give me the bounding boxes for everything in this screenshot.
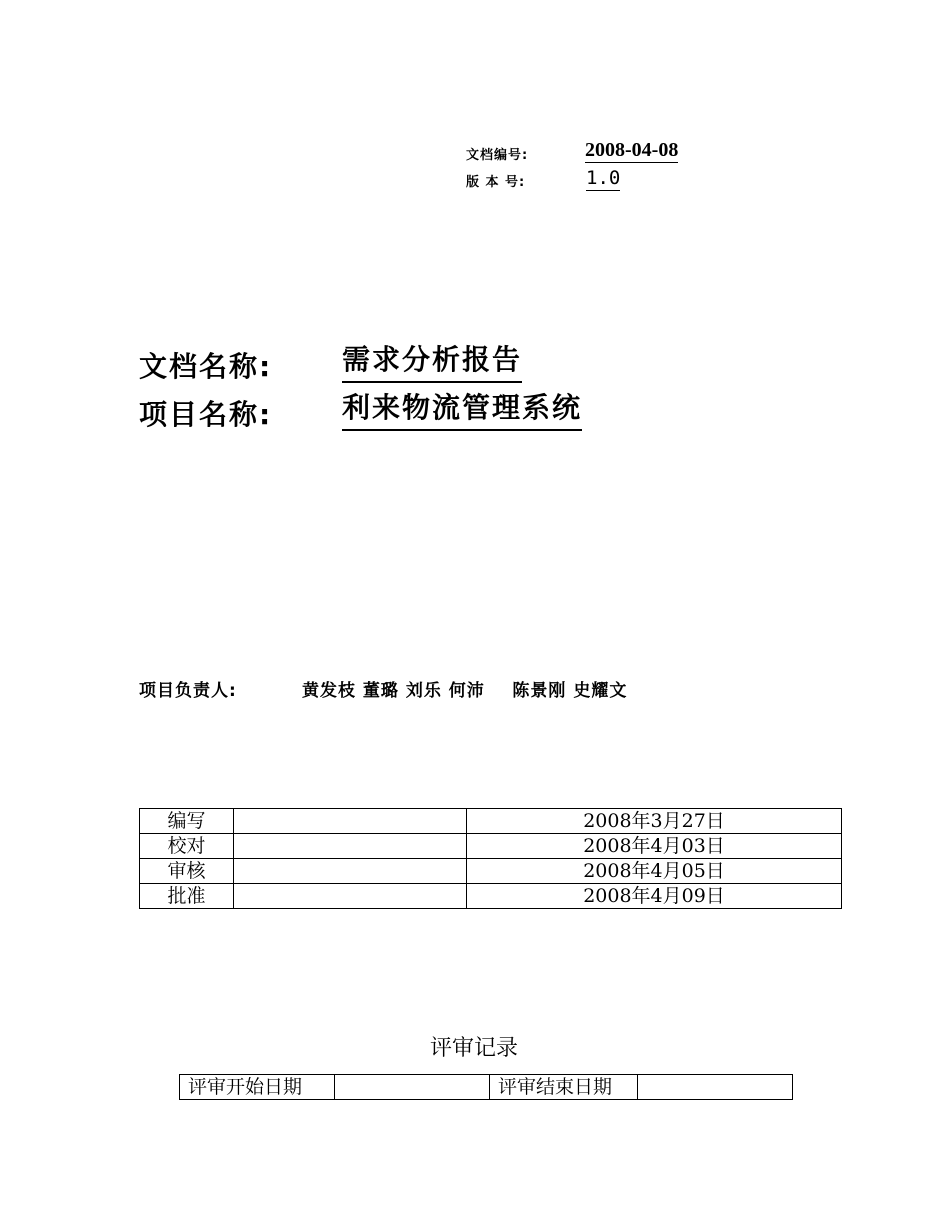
role-cell: 校对	[140, 834, 234, 859]
doc-number-value: 2008-04-08	[585, 139, 679, 161]
review-end-value[interactable]	[638, 1075, 793, 1100]
signoff-table	[139, 808, 842, 909]
review-end-label: 评审结束日期	[490, 1075, 638, 1100]
date-cell: 2008年4月03日	[467, 834, 842, 859]
doc-name-label: 文档名称:	[139, 350, 273, 383]
date-cell: 2008年3月27日	[467, 809, 842, 834]
role-cell: 编写	[140, 809, 234, 834]
doc-number-label: 文档编号:	[466, 148, 529, 163]
review-start-value[interactable]	[335, 1075, 490, 1100]
table-row	[140, 884, 842, 909]
table-row	[140, 834, 842, 859]
version-value: 1.0	[586, 167, 621, 189]
leaders-label: 项目负责人:	[139, 681, 237, 701]
version-label: 版 本 号:	[466, 175, 526, 190]
review-title: 评审记录	[430, 1036, 519, 1061]
date-cell: 2008年4月05日	[467, 859, 842, 884]
person-cell[interactable]	[234, 809, 467, 834]
review-table	[179, 1074, 793, 1100]
project-name-value: 利来物流管理系统	[342, 389, 582, 431]
person-cell[interactable]	[234, 884, 467, 909]
project-name-label: 项目名称:	[139, 398, 273, 431]
leaders-names: 黄发枝 董璐 刘乐 何沛 陈景刚 史耀文	[302, 681, 628, 701]
doc-name-value: 需求分析报告	[342, 341, 522, 383]
table-row	[180, 1075, 793, 1100]
person-cell[interactable]	[234, 834, 467, 859]
table-row	[140, 859, 842, 884]
person-cell[interactable]	[234, 859, 467, 884]
date-cell: 2008年4月09日	[467, 884, 842, 909]
role-cell: 批准	[140, 884, 234, 909]
review-start-label: 评审开始日期	[180, 1075, 335, 1100]
role-cell: 审核	[140, 859, 234, 884]
table-row	[140, 809, 842, 834]
